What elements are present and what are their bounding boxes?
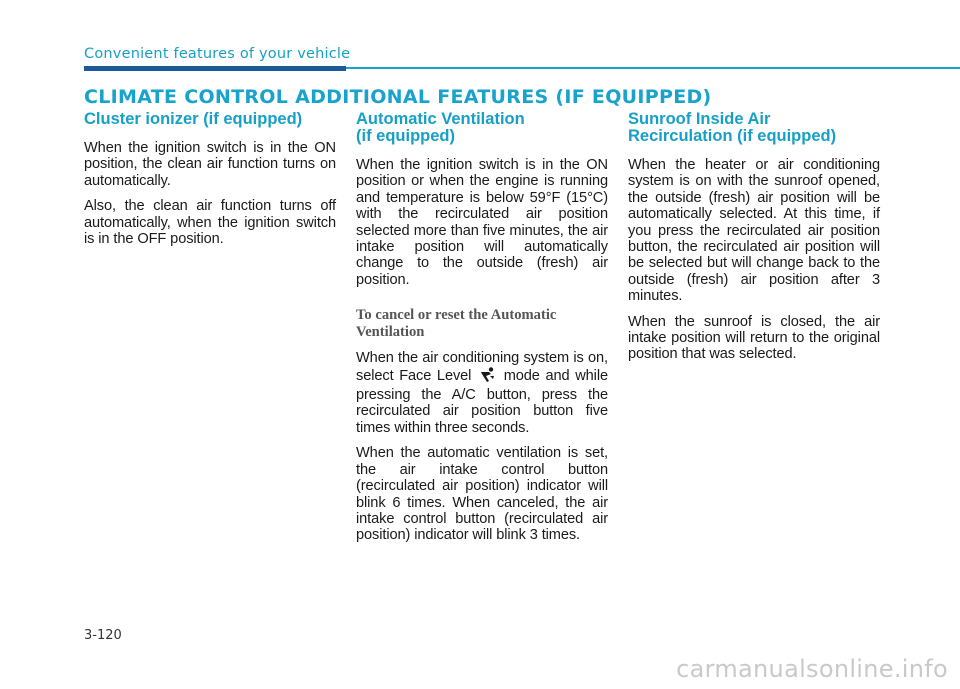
heading-sunroof-recirculation [628,111,880,145]
header-bar-dark [84,66,346,71]
paragraph: When the sunroof is closed, the air intake position will return to the original position that was selected. [628,313,880,363]
section-header: Convenient features of your vehicle [84,46,351,62]
heading-line: Recirculation (if equipped) [628,127,837,145]
chapter-title: CLIMATE CONTROL ADDITIONAL FEATURES (IF EQUIPPED) [84,86,712,108]
subheading-line: To cancel or reset the Automatic [356,307,557,324]
paragraph-face-level [356,350,608,436]
heading-line: Sunroof Inside Air [628,110,771,128]
paragraph: When the ignition switch is in the ON position, the clean air function turns on automatically. [84,140,336,189]
column-sunroof-recirculation [628,111,880,372]
text-span: When the air conditioning system is on, select Face Level [356,350,608,384]
subheading-line: Ventilation [356,324,425,341]
heading-line: Automatic Ventilation [356,110,525,128]
column-cluster-ionizer [84,111,336,256]
paragraph: When the automatic ventilation is set, the air intake control button (recirculated air position) indicator will blink 6 times. When canceled, the air intake control button (recirculated air position) indicator will blink 3 times. [356,445,608,544]
heading-automatic-ventilation [356,111,608,145]
text-span: mode and while pressing the A/C button, press the recirculated air position button five times within three seconds. [356,367,608,436]
subheading-cancel-reset [356,307,608,341]
heading-line: (if equipped) [356,127,455,145]
face-level-mode-icon [480,367,495,387]
watermark: carmanualsonline.info [676,655,948,683]
column-automatic-ventilation [356,111,608,553]
header-bar-light [346,67,960,69]
paragraph: When the ignition switch is in the ON position or when the engine is running and temperature is below 59°F (15°C) with the recirculated air position selected more than five minutes, the air intake position will automatically change to the outside (fresh) air position. [356,157,608,288]
paragraph: Also, the clean air function turns off automatically, when the ignition switch is in the OFF position. [84,198,336,248]
heading-cluster-ionizer: Cluster ionizer (if equipped) [84,110,303,128]
paragraph: When the heater or air conditioning system is on with the sunroof opened, the outside (fresh) air position will be automatically selected. At this time, if you press the recirculated air position button, the recirculated air position will be selected but will change back to the outside (fresh) air position after 3 minutes. [628,157,880,305]
page-number: 3-120 [84,628,122,643]
